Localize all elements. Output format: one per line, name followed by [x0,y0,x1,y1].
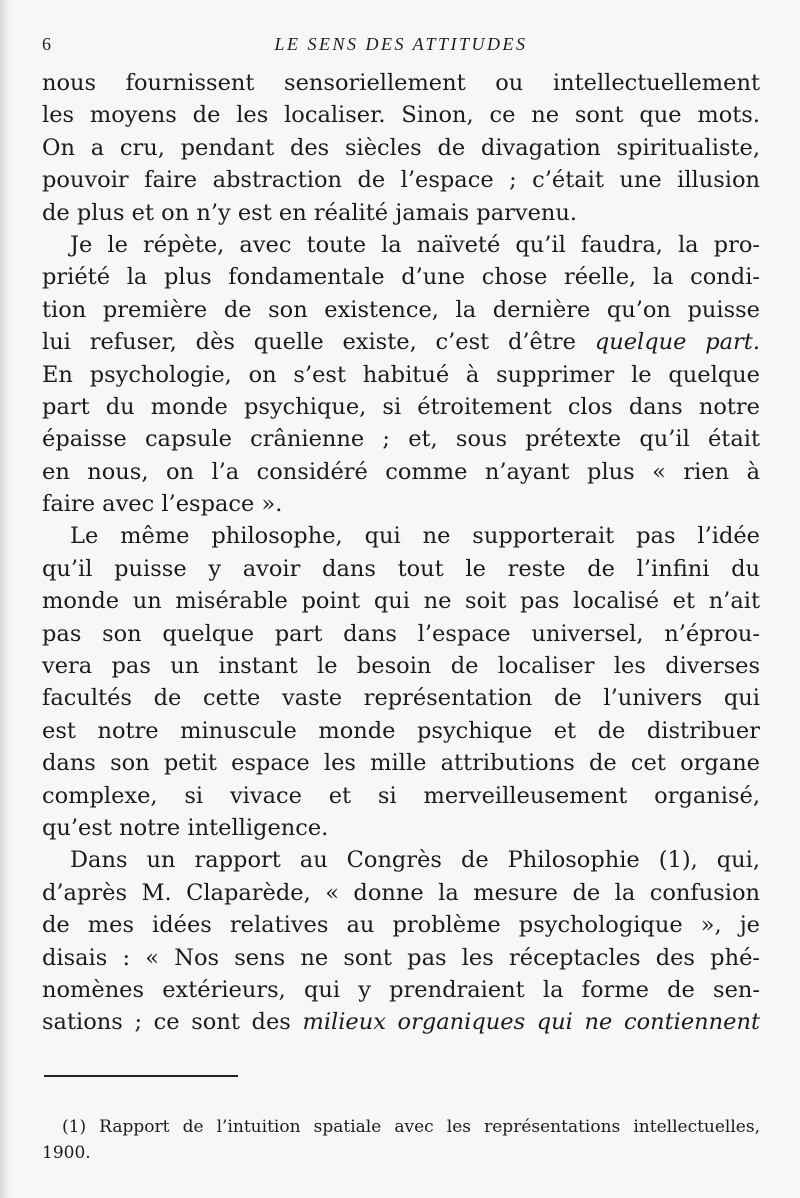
text-line: vera pas un instant le besoin de localiser les diverses [42,653,760,680]
text-line: En psychologie, on s’est habitué à supprimer le quelque [42,361,760,388]
text-line: disais : « Nos sens ne sont pas les réceptacles des phé- [42,944,760,971]
text-line: part du monde psychique, si étroitement clos dans notre [42,393,760,420]
text-line: On a cru, pendant des siècles de divagation spiritualiste, [42,134,760,161]
text-line: nous fournissent sensoriellement ou intellectuellement [42,70,760,96]
footnote-line: 1900. [42,1143,91,1163]
text-line: qu’est notre intelligence. [42,814,329,841]
emphasis: milieux organiques qui ne contiennent [302,1009,761,1036]
running-head [42,34,760,58]
text-line: facultés de cette vaste représentation de l’univers qui [42,685,760,712]
text-line: complexe, si vivace et si merveilleusement organisé, [42,782,760,809]
text-line: pouvoir faire abstraction de l’espace ; c’était une illusion [42,167,760,194]
text-line: en nous, on l’a considéré comme n’ayant plus « rien à [42,458,760,485]
text-line: Je le répète, avec toute la naïveté qu’il faudra, la pro- [70,231,760,258]
footnote [42,1114,760,1166]
text-line: pas son quelque part dans l’espace universel, n’éprou- [42,620,760,647]
footnote-separator [44,1075,238,1077]
text-line: les moyens de les localiser. Sinon, ce ne sont que mots. [42,102,760,129]
page-number: 6 [42,34,51,54]
text-span: lui refuser, dès quelle existe, c’est d’être [42,329,576,356]
text-line: épaisse capsule crânienne ; et, sous prétexte qu’il était [42,426,760,453]
text-line: d’après M. Claparède, « donne la mesure de la confusion [42,879,760,906]
body-text [42,67,760,1039]
text-line: faire avec l’espace ». [42,491,283,518]
page-edge-shadow [0,0,10,1198]
text-line [42,1006,760,1038]
text-line: de mes idées relatives au problème psychologique », je [42,912,760,939]
text-span: sations ; ce sont des [42,1009,291,1036]
text-line: de plus et on n’y est en réalité jamais parvenu. [42,199,578,226]
text-line: nomènes extérieurs, qui y prendraient la forme de sen- [42,976,760,1003]
running-title: LE SENS DES ATTITUDES [274,34,528,54]
footnote-line: (1) Rapport de l’intuition spatiale avec les représentations intellectuelles, [62,1117,760,1137]
text-line: qu’il puisse y avoir dans tout le reste de l’infini du [42,555,760,582]
text-line: est notre minuscule monde psychique et de distribuer [42,717,760,744]
emphasis: quelque part. [594,329,761,356]
text-line: Le même philosophe, qui ne supporterait pas l’idée [70,523,760,550]
text-line: dans son petit espace les mille attributions de cet organe [42,750,760,777]
text-line [42,326,760,358]
text-line: priété la plus fondamentale d’une chose réelle, la condi- [42,264,760,291]
text-line: monde un misérable point qui ne soit pas localisé et n’ait [42,588,760,615]
text-line: tion première de son existence, la dernière qu’on puisse [42,296,760,323]
text-line: Dans un rapport au Congrès de Philosophie (1), qui, [70,847,760,874]
